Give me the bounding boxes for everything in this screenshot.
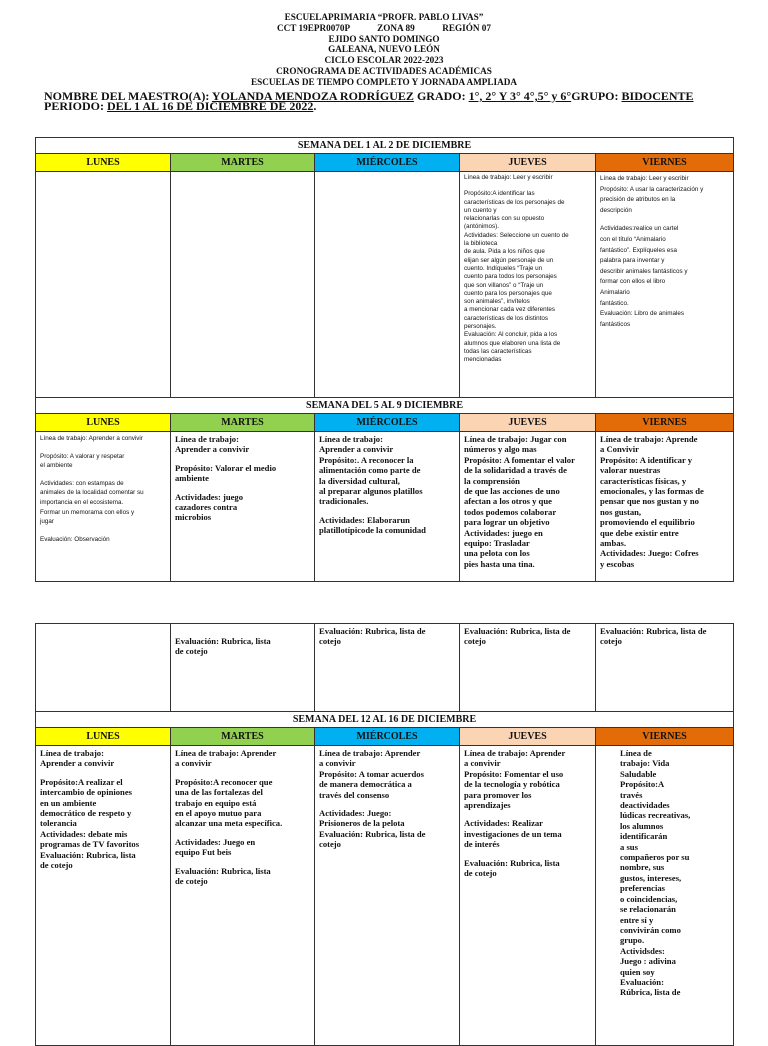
header-line-location: GALEANA, NUEVO LEÓN (328, 44, 440, 55)
week1-lunes-cell (36, 172, 171, 398)
day-header-lunes: LUNES (36, 728, 171, 746)
grupo-value: BIDOCENTE (621, 89, 694, 103)
week2-miercoles-proposito: Línea de trabajo: Aprender a convivir Propósito:. A reconocer la alimentación como parte de la diversidad cultural, al preparar algunos platillos tradicionales. (319, 434, 423, 507)
week2-title: SEMANA DEL 5 AL 9 DICIEMBRE (36, 398, 734, 414)
week2-miercoles-actividades: Actividades: Elaborarun platillotípicode la comunidad (319, 514, 426, 536)
week3-martes-proposito: Propósito:A reconocer que una de las fortalezas del trabajo en equipo está en el apoyo mutuo para alcanzar una meta específica. (175, 776, 283, 829)
week1-viernes-proposito: Línea de trabajo: Leer y escribir Propósito: A usar la caracterización y precisión de atributos en la descripción (600, 175, 704, 214)
grado-value: 1°, 2° Y 3° 4°,5° y 6° (468, 89, 572, 103)
header-line-school: ESCUELAPRIMARIA “PROFR. PABLO LIVAS” (284, 12, 484, 22)
week3-martes-cell (171, 746, 315, 1046)
week3-miercoles-cell (315, 746, 460, 1046)
week1-viernes-actividades: Actividades:realice un cartel con el título “Animalario fantástico”. Explíqueles esa palabra para inventar y describir animales fantásticos y formar con ellos el libro Animalario fantástico. Evaluación: Libro de animales fantásticos (600, 225, 688, 328)
week2-miercoles-cell (315, 432, 460, 582)
week3-lunes-cell (36, 746, 171, 1046)
day-header-viernes: VIERNES (596, 154, 734, 172)
day-header-jueves: JUEVES (460, 728, 596, 746)
week2-martes-proposito: Propósito: Valorar el medio ambiente (175, 462, 277, 484)
week2-jueves-content: Línea de trabajo: Jugar con números y algo mas Propósito: A fomentar el valor de la solidaridad a través de la comprensión de que las acciones de uno afectan a los otros y que todos podemos colaborar para lograr un objetivo Actividades: juego en equipo: Trasladar una pelota con los pies hasta una tina. (464, 434, 575, 569)
cont-miercoles-evaluacion: Evaluación: Rubrica, lista de cotejo (319, 626, 426, 647)
week3-jueves-evaluacion: Evaluación: Rubrica, lista de cotejo (464, 857, 560, 879)
week2-viernes-cell (596, 432, 734, 582)
day-header-miercoles: MIÉRCOLES (315, 154, 460, 172)
document-header (0, 12, 768, 88)
header-line-ejido: EJIDO SANTO DOMINGO (328, 33, 440, 44)
day-header-miercoles: MIÉRCOLES (315, 414, 460, 432)
periodo-end: . (313, 99, 317, 113)
day-header-jueves: JUEVES (460, 414, 596, 432)
day-header-martes: MARTES (171, 414, 315, 432)
cont-jueves-evaluacion: Evaluación: Rubrica, lista de cotejo (464, 626, 571, 647)
week3-jueves-proposito: Línea de trabajo: Aprender a convivir Propósito: Fomentar el uso de la tecnología y robótica para promover los aprendizajes (464, 748, 566, 811)
cont-jueves-cell (460, 624, 596, 712)
week3-miercoles-proposito: Línea de trabajo: Aprender a convivir Propósito: A tomar acuerdos de manera democrática a través del consenso (319, 748, 424, 800)
week3-lunes-linea: Línea de trabajo: Aprender a convivir (40, 748, 115, 769)
day-header-martes: MARTES (171, 154, 315, 172)
week3-jueves-cell (460, 746, 596, 1046)
week2-martes-actividades: Actividades: juego cazadores contra microbios (175, 491, 244, 523)
day-header-martes: MARTES (171, 728, 315, 746)
periodo-line (44, 100, 316, 112)
cont-martes-cell (171, 624, 315, 712)
day-header-viernes: VIERNES (596, 728, 734, 746)
week2-lunes-linea: Línea de trabajo: Aprender a convivir (40, 435, 143, 442)
week2-viernes-content: Línea de trabajo: Aprende a Convivir Propósito: A identificar y valorar nuestras características físicas, y emocionales, y las formas de pensar que nos gustan y no nos gustan, promoviendo el equilibrio que debe existir entre ambas. Actividades: Juego: Cofres y escobas (600, 434, 704, 569)
week1-jueves-linea: Línea de trabajo: Leer y escribir (464, 174, 553, 181)
maestro-name: YOLANDA MENDOZA RODRÍGUEZ (211, 89, 414, 103)
week3-martes-actividades: Actividades: Juego en equipo Fut beis (175, 836, 256, 858)
week3-jueves-actividades: Actividades: Realizar investigaciones de un tema de interés (464, 818, 562, 850)
schedule-table-page2 (35, 623, 734, 1046)
week3-miercoles-actividades: Actividades: Juego: Prisioneros de la pelota Evaluación: Rubrica, lista de cotejo (319, 808, 426, 850)
week2-lunes-cell (36, 432, 171, 582)
schedule-table-page1 (35, 137, 734, 582)
grupo-label: GRUPO: (571, 89, 622, 103)
week3-lunes-proposito: Propósito:A realizar el intercambio de opiniones en un ambiente democrático de respeto y tolerancia Actividades: debate mis programas de TV favoritos Evaluación: Rubrica, lista de cotejo (40, 776, 140, 871)
week1-martes-cell (171, 172, 315, 398)
week2-martes-cell (171, 432, 315, 582)
cont-viernes-cell (596, 624, 734, 712)
header-line-escuelas: ESCUELAS DE TIEMPO COMPLETO Y JORNADA AMPLIADA (251, 76, 517, 87)
header-line-cct: CCT 19EPR0070P ZONA 89 REGIÓN 07 (277, 22, 491, 33)
week3-viernes-content: Línea de trabajo: Vida Saludable Propósito:A través deactividades lúdicas recreativas, los alumnos identificarán a sus compañeros por su nombre, sus gustos, intereses, preferencias o coincidencias, se relacionarán entre sí y convivirán como grupo. Actividsdes: Juego : adivina quien soy Evaluación: Rúbrica, lista de (620, 748, 691, 998)
day-header-viernes: VIERNES (596, 414, 734, 432)
maestro-label: NOMBRE DEL MAESTRO(A): (44, 89, 212, 103)
day-header-lunes: LUNES (36, 414, 171, 432)
week3-viernes-cell (596, 746, 734, 1046)
week1-viernes-cell (596, 172, 734, 398)
cont-martes-evaluacion: Evaluación: Rubrica, lista de cotejo (175, 636, 271, 657)
week1-jueves-cell (460, 172, 596, 398)
week1-miercoles-cell (315, 172, 460, 398)
day-header-jueves: JUEVES (460, 154, 596, 172)
day-header-miercoles: MIÉRCOLES (315, 728, 460, 746)
grado-label: GRADO: (413, 89, 469, 103)
week2-lunes-actividades: Actividades: con estampas de animales de la localidad comentar su importancia en el ecosistema. Formar un memorama con ellos y jugar (40, 479, 144, 526)
day-header-lunes: LUNES (36, 154, 171, 172)
periodo-value: DEL 1 AL 16 DE DICIEMBRE DE 2022 (107, 99, 314, 113)
header-line-ciclo: CICLO ESCOLAR 2022-2023 (324, 55, 444, 66)
cont-lunes-cell (36, 624, 171, 712)
week2-martes-linea: Línea de trabajo: Aprender a convivir (175, 434, 250, 455)
week1-title: SEMANA DEL 1 AL 2 DE DICIEMBRE (36, 138, 734, 154)
periodo-label: PERIODO: (44, 99, 107, 113)
week1-jueves-proposito: Propósito:A identificar las características de los personajes de un cuento y relacionarlas con su opuesto (antónimos). Actividades: Seleccione un cuento de la biblioteca de aula. Pida a los niños que elijan ser algún personaje de un cuento. Indíqueles “Traje un cuento para todos los personajes que son villanos” o “Traje un cuento para los personajes que son animales”, invítelos a mencionar cada vez diferentes características de los distintos personajes. Evaluación: Al concluir, pida a los alumnos que elaboren una lista de todas las características mencionadas (464, 190, 569, 364)
week2-lunes-proposito: Propósito: A valorar y respetar el ambiente (40, 452, 125, 470)
week3-martes-evaluacion: Evaluación: Rubrica, lista de cotejo (175, 865, 271, 887)
cont-miercoles-cell (315, 624, 460, 712)
cont-viernes-evaluacion: Evaluación: Rubrica, lista de cotejo (600, 626, 707, 647)
week2-lunes-evaluacion: Evaluación: Observación (40, 535, 110, 543)
week3-martes-linea: Línea de trabajo: Aprender a convivir (175, 748, 277, 769)
week2-jueves-cell (460, 432, 596, 582)
header-line-cronograma: CRONOGRAMA DE ACTIVIDADES ACADÉMICAS (276, 65, 492, 76)
week3-title: SEMANA DEL 12 AL 16 DE DICIEMBRE (36, 712, 734, 728)
